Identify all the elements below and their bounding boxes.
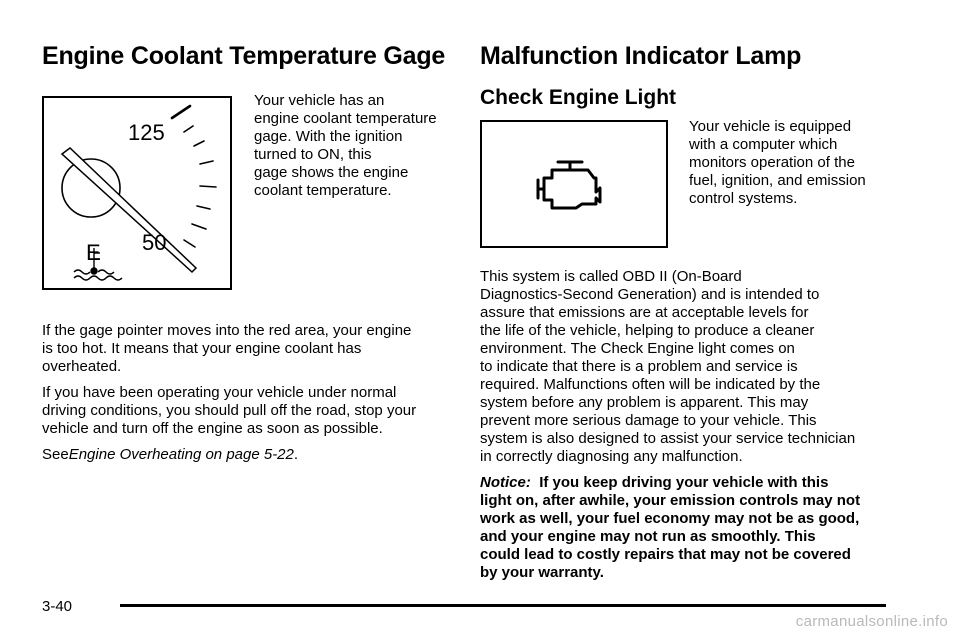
text-line: gage. With the ignition: [254, 128, 403, 145]
text-line: the life of the vehicle, helping to produce a cleaner: [480, 322, 815, 339]
section-heading-coolant: Engine Coolant Temperature Gage: [42, 42, 446, 70]
see-prefix: See: [42, 446, 69, 463]
text-line: Your vehicle has an: [254, 92, 385, 109]
text-line: control systems.: [689, 190, 798, 207]
text-line: turned to ON, this: [254, 146, 372, 163]
text-line: system is also designed to assist your service technician: [480, 430, 856, 447]
text-line: Your vehicle is equipped: [689, 118, 852, 135]
check-engine-icon: [482, 122, 666, 246]
coolant-gauge-figure: [42, 96, 232, 290]
gauge-label-e: E: [86, 240, 101, 265]
text-line: light on, after awhile, your emission controls may not: [480, 492, 861, 509]
text-line: with a computer which: [689, 136, 838, 153]
notice-text: If you keep driving your vehicle with this: [539, 474, 829, 491]
right-column: [480, 40, 890, 582]
text-line: overheated.: [42, 358, 122, 375]
text-line: monitors operation of the: [689, 154, 855, 171]
gauge-label-50: 50: [142, 230, 167, 255]
text-line: If you have been operating your vehicle under normal: [42, 384, 397, 401]
coolant-description: [254, 92, 454, 200]
text-line: assure that emissions are at acceptable levels for: [480, 304, 809, 321]
text-line: could lead to costly repairs that may not be covered: [480, 546, 851, 563]
notice-block: [480, 474, 890, 582]
text-line: and your engine may not run as smoothly. This: [480, 528, 816, 545]
notice-label: Notice:: [480, 474, 531, 491]
text-line: by your warranty.: [480, 564, 604, 581]
see-suffix: .: [293, 446, 299, 463]
text-line: coolant temperature.: [254, 182, 392, 199]
subheading-check-engine: Check Engine Light: [480, 86, 677, 109]
gauge-label-125: 125: [128, 120, 165, 145]
text-line: This system is called OBD II (On-Board: [480, 268, 742, 285]
text-line: driving conditions, you should pull off the road, stop your: [42, 402, 417, 419]
paragraph-pull-off: [42, 384, 454, 438]
check-engine-description: [689, 118, 889, 208]
paragraph-overheat: [42, 322, 454, 376]
coolant-gauge-icon: [44, 98, 230, 288]
text-line: required. Malfunctions often will be indicated by the: [480, 376, 821, 393]
text-line: system before any problem is apparent. This may: [480, 394, 809, 411]
text-line: fuel, ignition, and emission: [689, 172, 866, 189]
text-line: vehicle and turn off the engine as soon as possible.: [42, 420, 383, 437]
text-line: [480, 474, 890, 492]
text-line: environment. The Check Engine light comes on: [480, 340, 795, 357]
text-line: to indicate that there is a problem and service is: [480, 358, 798, 375]
text-line: Diagnostics-Second Generation) and is intended to: [480, 286, 820, 303]
text-line: If the gage pointer moves into the red area, your engine: [42, 322, 412, 339]
footer-divider: [120, 604, 886, 607]
text-line: in correctly diagnosing any malfunction.: [480, 448, 743, 465]
text-line: gage shows the engine: [254, 164, 409, 181]
check-engine-figure-row: [480, 118, 890, 252]
left-column: [42, 40, 454, 464]
text-line: is too hot. It means that your engine coolant has: [42, 340, 362, 357]
cross-reference-link[interactable]: Engine Overheating on page 5-22: [68, 446, 294, 463]
paragraph-see-reference: [42, 446, 454, 464]
coolant-figure-row: [42, 92, 454, 306]
paragraph-obd: [480, 268, 890, 466]
watermark-text: carmanualsonline.info: [795, 613, 948, 630]
text-line: work as well, your fuel economy may not be as good,: [480, 510, 860, 527]
section-heading-mil: Malfunction Indicator Lamp: [480, 42, 802, 70]
check-engine-figure: [480, 120, 668, 248]
page-number: 3-40: [42, 598, 73, 615]
text-line: prevent more serious damage to your vehicle. This: [480, 412, 817, 429]
text-line: engine coolant temperature: [254, 110, 437, 127]
